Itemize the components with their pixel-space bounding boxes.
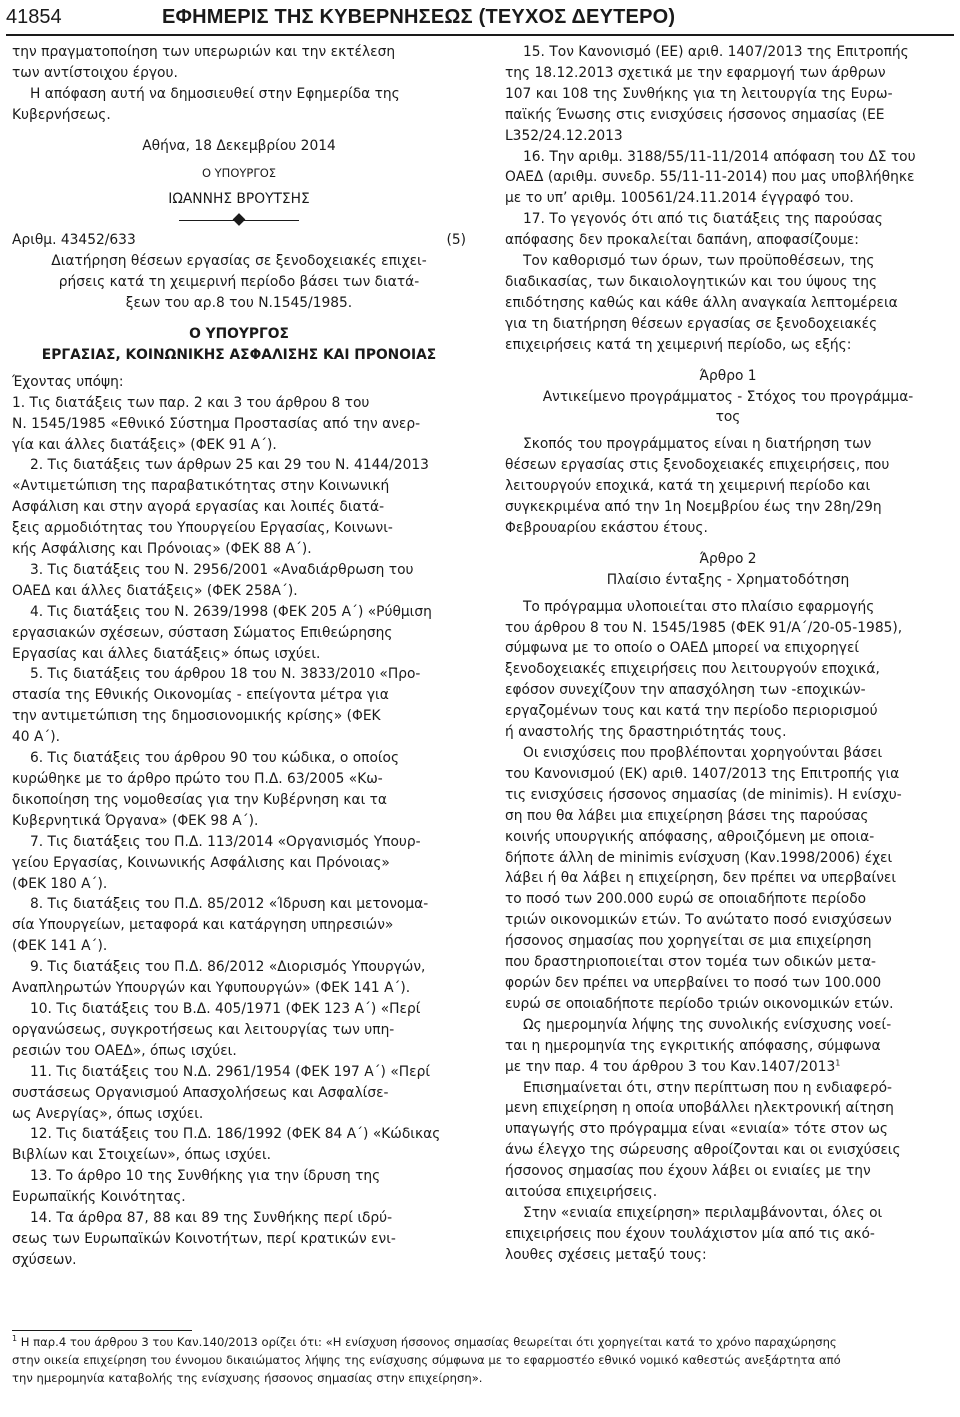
article-1-subtitle: τος <box>715 409 741 426</box>
article-2-text: ευρώ σε οποιαδήποτε περίοδο τριών οικονομικών ετών. <box>505 995 894 1012</box>
consideration-line: δικοποίηση της νομοθεσίας για την Κυβέρνηση και τα <box>12 791 388 808</box>
article-1-text: συγκεκριμένα από την 1η Νοεμβρίου έως την 28η/29η <box>505 499 882 516</box>
intro-line: των αντίστοιχου έργου. <box>12 64 178 81</box>
having-regard: Έχοντας υπόψη: <box>12 373 124 390</box>
article-2-text: ται η ημερομηνία της εγκριτικής απόφασης, σύμφωνα <box>505 1037 881 1054</box>
article-2-text: Στην «ενιαία επιχείρηση» περιλαμβάνονται, όλες οι <box>523 1204 883 1221</box>
article-2-text: ή αναστολής της δραστηριότητάς τους. <box>505 724 787 741</box>
consideration-line: σία Υπουργείων, μεταφορά και κατάργηση υπηρεσιών» <box>12 917 394 934</box>
consideration-line: ρεσιών του ΟΑΕΔ», όπως ισχύει. <box>12 1042 237 1059</box>
footnote-reference: 1 <box>835 1058 841 1067</box>
consideration-line: 7. Τις διατάξεις του Π.Δ. 113/2014 «Οργανισμός Υπουρ- <box>30 833 421 850</box>
consideration-line: 4. Τις διατάξεις του Ν. 2639/1998 (ΦΕΚ 205 Α΄) «Ρύθμιση <box>30 603 432 620</box>
consideration-line: με το υπ’ αριθμ. 100561/24.11.2014 έγγραφό του. <box>505 190 854 207</box>
consideration-line: 13. Το άρθρο 10 της Συνθήκης για την ίδρυση της <box>30 1168 381 1185</box>
consideration-line: Ευρωπαϊκής Κοινότητας. <box>12 1189 186 1206</box>
consideration-line: γία και άλλες διατάξεις» (ΦΕΚ 91 Α΄). <box>12 436 277 453</box>
article-2-text: επιχειρήσεις που έχουν τουλάχιστον μία από τις ακό- <box>505 1225 875 1242</box>
decision-text: Τον καθορισμό των όρων, των προϋποθέσεων, της <box>523 253 875 270</box>
consideration-line: 1. Τις διατάξεις των παρ. 2 και 3 του άρθρου 8 του <box>12 394 370 411</box>
footnote-marker: 1 <box>12 1334 18 1344</box>
article-2-text: το ποσό των 200.000 ευρώ σε οποιαδήποτε περίοδο <box>505 891 867 908</box>
consideration-line: ξεις αρμοδιότητας του Υπουργείου Εργασίας, Κοινωνι- <box>12 520 393 537</box>
article-2-text: δήποτε άλλη de minimis ενίσχυση (Καν.1998/2006) έχει <box>505 849 893 866</box>
article-2-text: ήσσονος σημασίας που χορηγείται σε μια επιχείρηση <box>505 933 872 950</box>
article-2-text: του άρθρου 8 του Ν. 1545/1985 (ΦΕΚ 91/Α΄/20-05-1985), <box>505 619 903 636</box>
consideration-line: 11. Τις διατάξεις του Ν.Δ. 2961/1954 (ΦΕΚ 197 Α΄) «Περί <box>30 1063 431 1080</box>
decision-number-line <box>12 230 466 251</box>
consideration-line: Ν. 1545/1985 «Εθνικό Σύστημα Προστασίας από την ανερ- <box>12 415 421 432</box>
consideration-line: 12. Τις διατάξεις του Π.Δ. 186/1992 (ΦΕΚ 84 Α΄) «Κώδικας <box>30 1126 441 1143</box>
consideration-line: Ασφάλιση και στην αγορά εργασίας και λοιπές διατά- <box>12 499 385 516</box>
consideration-line: Βιβλίων και Στοιχείων», όπως ισχύει. <box>12 1147 272 1164</box>
article-1-text: Σκοπός του προγράμματος είναι η διατήρηση των <box>523 436 872 453</box>
decision-text: επιχειρήσεις κατά τη χειμερινή περίοδο, ως εξής: <box>505 336 852 353</box>
article-2-text: ση που θα λάβει μια επιχείρηση βάσει της παρούσας <box>505 807 869 824</box>
footnote-divider <box>12 1330 192 1331</box>
consideration-line: ΟΑΕΔ και άλλες διατάξεις» (ΦΕΚ 258Α΄). <box>12 582 298 599</box>
footnote-line: την ημερομηνία καταβολής της ενίσχυσης ήσσονος σημασίας στην επιχείρηση». <box>12 1371 483 1385</box>
consideration-line: 2. Τις διατάξεις των άρθρων 25 και 29 του Ν. 4144/2013 <box>30 457 429 474</box>
diamond-icon <box>233 213 246 226</box>
article-2-text: ξενοδοχειακές επιχειρήσεις που λειτουργούν εποχικά, <box>505 661 880 678</box>
article-2-text: σύμφωνα με το οποίο ο ΟΑΕΔ μπορεί να επιχορηγεί <box>505 640 860 657</box>
article-2-subtitle: Πλαίσιο ένταξης - Χρηματοδότηση <box>606 571 850 588</box>
decision-number: Αριθμ. 43452/633 <box>12 232 136 249</box>
consideration-line: την αντιμετώπιση της δημοσιονομικής κρίσης» (ΦΕΚ <box>12 708 381 725</box>
article-2-text: ήσσονος σημασίας που έχουν λάβει οι ενιαίες με την <box>505 1163 871 1180</box>
decision-subject: ξεων του αρ.8 του Ν.1545/1985. <box>125 295 353 312</box>
consideration-line: 14. Τα άρθρα 87, 88 και 89 της Συνθήκης περί ιδρύ- <box>30 1210 393 1227</box>
decision-text: επιδότησης καθώς και κάθε άλλη αναγκαία λεπτομέρεια <box>505 294 898 311</box>
consideration-line: οργανώσεως, συγκροτήσεως και λειτουργίας των υπη- <box>12 1021 395 1038</box>
decision-text: για τη διατήρηση θέσεων εργασίας σε ξενοδοχειακές <box>505 315 878 332</box>
article-2-title: Άρθρο 2 <box>699 550 757 567</box>
article-2-text: μενη επιχείρηση η οποία υποβάλλει ηλεκτρονική αίτηση <box>505 1100 894 1117</box>
consideration-line: απόφασης δεν προκαλείται δαπάνη, αποφασίζουμε: <box>505 232 859 249</box>
article-2-text: που δραστηριοποιείται στον τομέα των οδικών μετα- <box>505 954 877 971</box>
article-1-text: λειτουργούν εποχικά, κατά τη χειμερινή περίοδο και <box>505 478 871 495</box>
consideration-line: κυρώθηκε με το άρθρο πρώτο του Π.Δ. 63/2005 «Κω- <box>12 771 383 787</box>
publish-line: Κυβερνήσεως. <box>12 106 111 123</box>
minister-title: Ο ΥΠΟΥΡΓΟΣ <box>189 325 289 342</box>
consideration-line: 15. Τον Κανονισμό (ΕΕ) αριθ. 1407/2013 της Επιτροπής <box>523 44 909 60</box>
publish-line: Η απόφαση αυτή να δημοσιευθεί στην Εφημερίδα της <box>30 85 400 102</box>
consideration-line: L352/24.12.2013 <box>505 127 623 144</box>
article-1-text: Φεβρουαρίου εκάστου έτους. <box>505 519 708 536</box>
article-2-text <box>505 1057 951 1078</box>
signer-name: ΙΩΑΝΝΗΣ ΒΡΟΥΤΣΗΣ <box>168 191 310 208</box>
consideration-line: ως Ανεργίας», όπως ισχύει. <box>12 1105 204 1122</box>
place-date: Αθήνα, 18 Δεκεμβρίου 2014 <box>142 137 336 154</box>
article-2-text: κοινής υπουργικής απόφασης, αθροιζόμενη με οποια- <box>505 828 875 845</box>
article-2-text: τριών οικονομικών ετών. Το ανώτατο ποσό ενισχύσεων <box>505 912 892 929</box>
consideration-line: 40 Α΄). <box>12 729 61 746</box>
intro-line: την πραγματοποίηση των υπερωριών και την εκτέλεση <box>12 44 396 60</box>
right-column <box>505 42 951 1266</box>
consideration-line: εργασιακών σχέσεων, σύσταση Σώματος Επιθεώρησης <box>12 624 393 641</box>
article-2-text: Επισημαίνεται ότι, στην περίπτωση που η ενδιαφερό- <box>523 1079 892 1096</box>
article-2-text: λουθες σχέσεις μεταξύ τους: <box>505 1246 707 1263</box>
article-1-text: θέσεων εργασίας στις ξενοδοχειακές επιχειρήσεις, που <box>505 457 890 474</box>
page-number: 41854 <box>6 6 62 28</box>
consideration-line: 9. Τις διατάξεις του Π.Δ. 86/2012 «Διορισμός Υπουργών, <box>30 959 426 976</box>
consideration-line: 5. Τις διατάξεις του άρθρου 18 του Ν. 3833/2010 «Προ- <box>30 666 421 683</box>
consideration-line: 17. Το γεγονός ότι από τις διατάξεις της παρούσας <box>523 211 883 228</box>
consideration-line: 6. Τις διατάξεις του άρθρου 90 του κώδικα, ο οποίος <box>30 750 400 767</box>
consideration-line: 8. Τις διατάξεις του Π.Δ. 85/2012 «Ίδρυση και μετονομα- <box>30 896 429 913</box>
article-2-text: Ως ημερομηνία λήψης της συνολικής ενίσχυσης νοεί- <box>523 1016 892 1033</box>
article-2-text: εργαζομένων τους και κατά την περίοδο περιορισμού <box>505 703 878 720</box>
consideration-line: ΟΑΕΔ (αριθμ. συνεδρ. 55/11-11-2014) που μας υποβλήθηκε <box>505 169 915 186</box>
article-1-title: Άρθρο 1 <box>699 367 757 384</box>
article-2-text: Το πρόγραμμα υλοποιείται στο πλαίσιο εφαρμογής <box>523 598 875 615</box>
consideration-line: της 18.12.2013 σχετικά με την εφαρμογή των άρθρων <box>505 64 886 81</box>
page-header <box>6 4 954 36</box>
footnote-line: στην οικεία επιχείρηση του έννομου δικαιώματος λήψης της ενίσχυσης σύμφωνα με το εφαρμοστέο εθνικό νομικό καθεστώς ανεξάρτητα από <box>12 1353 841 1367</box>
consideration-line: Εργασίας και άλλες διατάξεις» όπως ισχύει. <box>12 645 321 662</box>
ministry-title: ΕΡΓΑΣΙΑΣ, ΚΟΙΝΩΝΙΚΗΣ ΑΣΦΑΛΙΣΗΣ ΚΑΙ ΠΡΟΝΟΙΑΣ <box>41 346 437 363</box>
article-1-subtitle: Αντικείμενο προγράμματος - Στόχος του προγράμμα- <box>542 388 914 405</box>
consideration-line: στασία της Εθνικής Οικονομίας - επείγοντα μέτρα για <box>12 687 389 704</box>
diamond-separator <box>179 210 299 230</box>
consideration-line: σχύσεων. <box>12 1251 77 1268</box>
decision-subject: Διατήρηση θέσεων εργασίας σε ξενοδοχειακές επιχει- <box>51 253 427 270</box>
article-2-text-fragment: με την παρ. 4 του άρθρου 3 του Καν.1407/2013 <box>505 1058 836 1075</box>
article-2-text: φορών δεν πρέπει να υπερβαίνει το ποσό των 100.000 <box>505 974 882 991</box>
consideration-line: 3. Τις διατάξεις του Ν. 2956/2001 «Αναδιάρθρωση του <box>30 561 414 578</box>
gazette-title: ΕΦΗΜΕΡΙΣ ΤΗΣ ΚΥΒΕΡΝΗΣΕΩΣ (ΤΕΥΧΟΣ ΔΕΥΤΕΡΟ) <box>162 6 676 28</box>
footnotes <box>12 1333 950 1387</box>
consideration-line: Κυβερνητικά Όργανα» (ΦΕΚ 98 Α΄). <box>12 812 259 829</box>
article-2-text: του Κανονισμού (ΕΚ) αριθ. 1407/2013 της Επιτροπής για <box>505 765 900 782</box>
article-2-text: τις ενισχύσεις ήσσονος σημασίας (de minimis). Η ενίσχυ- <box>505 786 902 803</box>
decision-text: διαδικασίας, των δικαιολογητικών και του ύψους της <box>505 273 878 290</box>
consideration-line: Αναπληρωτών Υπουργών και Υφυπουργών» (ΦΕΚ 141 Α΄). <box>12 980 411 997</box>
article-2-text: λάβει ή θα λάβει η επιχείρηση, δεν πρέπει να υπερβαίνει <box>505 870 897 887</box>
article-2-text: αιτούσα επιχειρήσεις. <box>505 1184 658 1201</box>
consideration-line: (ΦΕΚ 180 Α΄). <box>12 875 108 892</box>
consideration-line: συστάσεως Οργανισμού Απασχολήσεως και Ασφαλίσε- <box>12 1084 389 1101</box>
article-2-text: υπαγωγής στο πρόγραμμα είναι «ενιαία» τότε στον ως <box>505 1121 889 1138</box>
consideration-line: παϊκής Ένωσης στις ενισχύσεις ήσσονος σημασίας (ΕΕ <box>505 106 885 123</box>
article-2-text: Οι ενισχύσεις που προβλέπονται χορηγούνται βάσει <box>523 745 883 761</box>
article-2-text: εφόσον συνεχίζουν την απασχόληση των -εποχικών- <box>505 682 866 699</box>
considerations-list <box>12 393 466 1271</box>
footnote-line <box>12 1333 950 1351</box>
consideration-line: (ΦΕΚ 141 Α΄). <box>12 938 108 955</box>
signer-role: Ο ΥΠΟΥΡΓΟΣ <box>201 165 277 180</box>
consideration-line: σεως των Ευρωπαϊκών Κοινοτήτων, περί κρατικών ενι- <box>12 1230 396 1247</box>
decision-subject: ρήσεις κατά τη χειμερινή περίοδο βάσει των διατά- <box>58 274 420 291</box>
article-2-text: άνω έλεγχο της σώρευσης αθροίζονται και οι ενισχύσεις <box>505 1142 901 1159</box>
consideration-line: 16. Την αριθμ. 3188/55/11-11/2014 απόφαση του ΔΣ του <box>523 148 916 165</box>
left-column <box>12 42 466 1271</box>
decision-tag: (5) <box>446 232 466 249</box>
consideration-line: κής Ασφάλισης και Πρόνοιας» (ΦΕΚ 88 Α΄). <box>12 541 312 558</box>
consideration-line: γείου Εργασίας, Κοινωνικής Ασφάλισης και Πρόνοιας» <box>12 854 390 871</box>
consideration-line: 10. Τις διατάξεις του Β.Δ. 405/1971 (ΦΕΚ 123 Α΄) «Περί <box>30 1000 421 1017</box>
footnote-text: Η παρ.4 του άρθρου 3 του Καν.140/2013 ορίζει ότι: «Η ενίσχυση ήσσονος σημασίας θεωρείται ότι χορηγείται κατά το χρόνο παραχώρησης <box>20 1335 837 1349</box>
consideration-line: «Αντιμετώπιση της παραβατικότητας στην Κοινωνική <box>12 478 390 495</box>
consideration-line: 107 και 108 της Συνθήκης για τη λειτουργία της Ευρω- <box>505 85 893 102</box>
